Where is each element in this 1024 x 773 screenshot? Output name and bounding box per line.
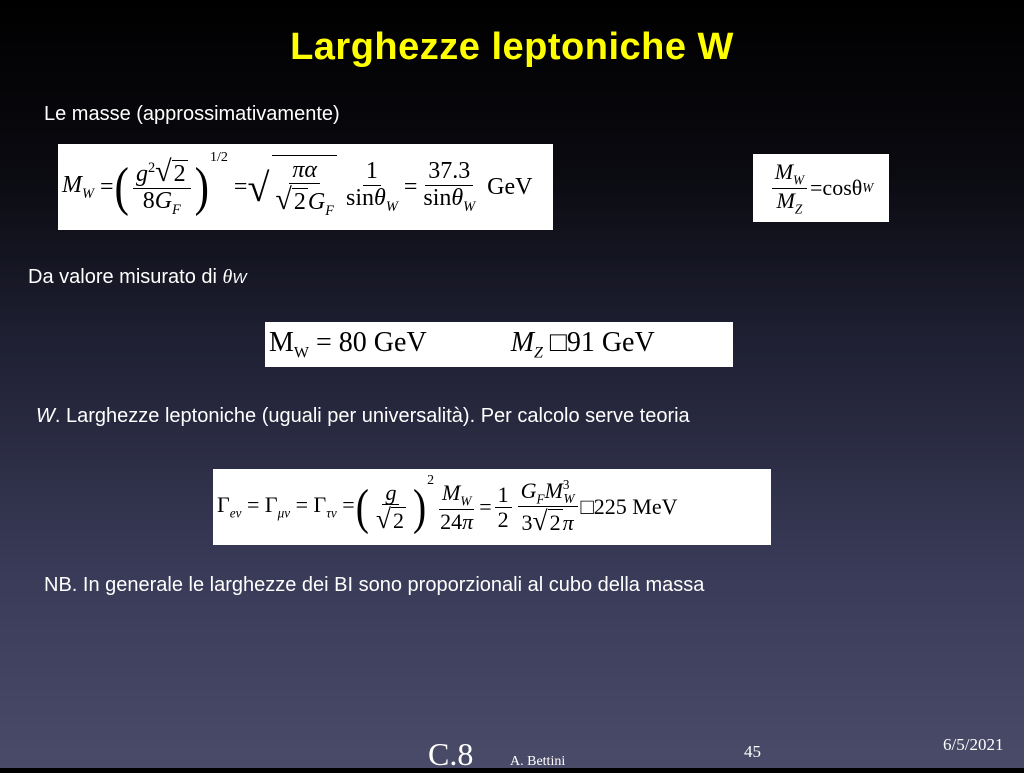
- chapter-label: C.8: [428, 736, 474, 772]
- intro-text: Le masse (approssimativamente): [44, 103, 340, 125]
- nb-text: NB. In generale le larghezze dei BI sono proporzionali al cubo della massa: [44, 574, 705, 596]
- ratio-formula: $\frac{M_W}{M_Z}$ =cosθ W: [753, 154, 889, 222]
- page-number: 45: [744, 742, 761, 761]
- leptonic-text: W. Larghezze leptoniche (uguali per universalità). Per calcolo serve teoria: [36, 405, 690, 427]
- slide-title: Larghezze leptoniche W: [290, 26, 734, 68]
- theta-text: Da valore misurato di θW: [28, 266, 247, 288]
- width-value: □225 MeV: [580, 494, 678, 519]
- mw-formula: $M_W$ = ( $\frac{g^2√2}{8G_F}$ ) $^{1/2}$ = √ $\frac{\pi\alpha}{√2G_F}$ $\frac{1}{\sin\theta_W}$ = $\frac{37.3}{\sin\theta_W}$ GeV: [58, 144, 553, 230]
- exponent-label: 1/2: [210, 150, 228, 165]
- mw-constant: 37.3: [425, 159, 473, 185]
- date-label: 6/5/2021: [943, 735, 1004, 754]
- mw-unit: GeV: [487, 173, 533, 200]
- mw-symbol: $M_W$: [62, 171, 94, 202]
- mz-value: $M_Z$ □91 GeV: [510, 326, 655, 362]
- author-label: A. Bettini: [510, 754, 566, 769]
- mass-values: [265, 322, 733, 367]
- cos-theta-expression: =cosθ: [810, 175, 863, 200]
- mw-value: $M_W = 80$ GeV: [269, 326, 427, 362]
- width-formula: $\Gamma_{e\nu} = \Gamma_{\mu\nu} = \Gamma_{\tau\nu}$ = ( $\frac{g}{√2}$ ) $^2$ $\frac{M_W}{24\pi}$ = $\frac{1}{2}$ $\frac{G_FM^3_W}{3√2\pi}$ □225 MeV: [213, 469, 771, 545]
